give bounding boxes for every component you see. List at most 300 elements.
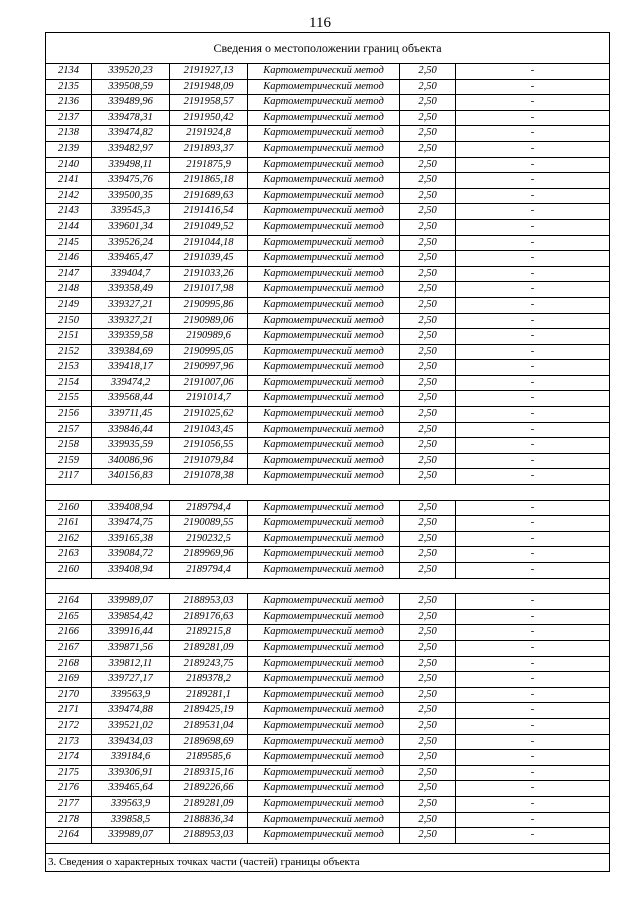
point-number-cell: 2137	[46, 111, 92, 126]
y-coordinate-cell: 2190989,6	[170, 329, 248, 344]
table-row	[46, 828, 609, 844]
accuracy-cell: 2,50	[400, 173, 456, 188]
accuracy-cell: 2,50	[400, 282, 456, 297]
point-number-cell: 2139	[46, 142, 92, 157]
point-number-cell: 2136	[46, 95, 92, 110]
x-coordinate-cell: 339165,38	[92, 532, 170, 547]
table-row	[46, 173, 609, 189]
y-coordinate-cell: 2189281,09	[170, 641, 248, 656]
x-coordinate-cell: 339498,11	[92, 158, 170, 173]
y-coordinate-cell: 2189176,63	[170, 610, 248, 625]
x-coordinate-cell: 339545,3	[92, 204, 170, 219]
description-cell: -	[530, 392, 535, 404]
y-coordinate-cell: 2189531,04	[170, 719, 248, 734]
x-coordinate-cell: 339812,11	[92, 657, 170, 672]
accuracy-cell: 2,50	[400, 329, 456, 344]
x-coordinate-cell: 339846,44	[92, 423, 170, 438]
y-coordinate-cell: 2189969,96	[170, 547, 248, 562]
description-cell: -	[530, 751, 535, 763]
accuracy-cell: 2,50	[400, 220, 456, 235]
y-coordinate-cell: 2189281,09	[170, 797, 248, 812]
point-number-cell: 2151	[46, 329, 92, 344]
description-cell: -	[530, 220, 535, 232]
table-row	[46, 158, 609, 174]
y-coordinate-cell: 2191865,18	[170, 173, 248, 188]
point-number-cell: 2170	[46, 688, 92, 703]
method-cell: Картометрический метод	[248, 95, 400, 110]
x-coordinate-cell: 339935,59	[92, 438, 170, 453]
accuracy-cell: 2,50	[400, 594, 456, 609]
point-number-cell: 2165	[46, 610, 92, 625]
x-coordinate-cell: 339327,21	[92, 298, 170, 313]
x-coordinate-cell: 339474,88	[92, 703, 170, 718]
description-cell: -	[530, 267, 535, 279]
description-cell: -	[530, 657, 535, 669]
method-cell: Картометрический метод	[248, 735, 400, 750]
x-coordinate-cell: 339989,07	[92, 594, 170, 609]
accuracy-cell: 2,50	[400, 267, 456, 282]
x-coordinate-cell: 339359,58	[92, 329, 170, 344]
point-number-cell: 2150	[46, 314, 92, 329]
x-coordinate-cell: 339475,76	[92, 173, 170, 188]
point-number-cell: 2175	[46, 766, 92, 781]
method-cell: Картометрический метод	[248, 142, 400, 157]
point-number-cell: 2135	[46, 80, 92, 95]
description-cell: -	[530, 688, 535, 700]
y-coordinate-cell: 2191017,98	[170, 282, 248, 297]
y-coordinate-cell: 2191025,62	[170, 407, 248, 422]
description-cell: -	[530, 766, 535, 778]
accuracy-cell: 2,50	[400, 376, 456, 391]
description-cell: -	[530, 610, 535, 622]
accuracy-cell: 2,50	[400, 126, 456, 141]
table-row	[46, 735, 609, 751]
description-cell: -	[530, 782, 535, 794]
x-coordinate-cell: 339916,44	[92, 625, 170, 640]
description-cell: -	[530, 376, 535, 388]
boundary-table	[45, 32, 610, 872]
accuracy-cell: 2,50	[400, 345, 456, 360]
description-cell: -	[530, 205, 535, 217]
description-cell: -	[530, 330, 535, 342]
description-cell: -	[530, 548, 535, 560]
point-number-cell: 2160	[46, 501, 92, 516]
accuracy-cell: 2,50	[400, 735, 456, 750]
x-coordinate-cell: 339858,5	[92, 813, 170, 828]
method-cell: Картометрический метод	[248, 797, 400, 812]
x-coordinate-cell: 339563,9	[92, 688, 170, 703]
x-coordinate-cell: 339465,64	[92, 781, 170, 796]
table-row	[46, 797, 609, 813]
method-cell: Картометрический метод	[248, 236, 400, 251]
table-row	[46, 625, 609, 641]
table-row	[46, 672, 609, 688]
y-coordinate-cell: 2191079,84	[170, 454, 248, 469]
y-coordinate-cell: 2188836,34	[170, 813, 248, 828]
point-number-cell: 2117	[46, 469, 92, 484]
method-cell: Картометрический метод	[248, 750, 400, 765]
accuracy-cell: 2,50	[400, 532, 456, 547]
accuracy-cell: 2,50	[400, 111, 456, 126]
accuracy-cell: 2,50	[400, 391, 456, 406]
y-coordinate-cell: 2191958,57	[170, 95, 248, 110]
y-coordinate-cell: 2190232,5	[170, 532, 248, 547]
table-row	[46, 423, 609, 439]
table-row	[46, 251, 609, 267]
description-cell: -	[530, 361, 535, 373]
point-number-cell: 2147	[46, 267, 92, 282]
y-coordinate-cell: 2191078,38	[170, 469, 248, 484]
y-coordinate-cell: 2189378,2	[170, 672, 248, 687]
x-coordinate-cell: 339489,96	[92, 95, 170, 110]
table-row	[46, 781, 609, 797]
y-coordinate-cell: 2190997,96	[170, 360, 248, 375]
description-cell: -	[530, 236, 535, 248]
description-cell: -	[530, 719, 535, 731]
accuracy-cell: 2,50	[400, 469, 456, 484]
table-row	[46, 532, 609, 548]
point-number-cell: 2148	[46, 282, 92, 297]
point-number-cell: 2154	[46, 376, 92, 391]
table-row	[46, 360, 609, 376]
x-coordinate-cell: 339601,34	[92, 220, 170, 235]
method-cell: Картометрический метод	[248, 516, 400, 531]
method-cell: Картометрический метод	[248, 391, 400, 406]
point-number-cell: 2149	[46, 298, 92, 313]
description-cell: -	[530, 813, 535, 825]
method-cell: Картометрический метод	[248, 828, 400, 843]
description-cell: -	[530, 314, 535, 326]
accuracy-cell: 2,50	[400, 298, 456, 313]
method-cell: Картометрический метод	[248, 80, 400, 95]
method-cell: Картометрический метод	[248, 625, 400, 640]
table-row	[46, 95, 609, 111]
method-cell: Картометрический метод	[248, 469, 400, 484]
method-cell: Картометрический метод	[248, 298, 400, 313]
x-coordinate-cell: 339482,97	[92, 142, 170, 157]
accuracy-cell: 2,50	[400, 781, 456, 796]
table-row	[46, 813, 609, 829]
table-row	[46, 750, 609, 766]
point-number-cell: 2171	[46, 703, 92, 718]
accuracy-cell: 2,50	[400, 547, 456, 562]
y-coordinate-cell: 2191893,37	[170, 142, 248, 157]
point-number-cell: 2142	[46, 189, 92, 204]
table-row	[46, 80, 609, 96]
point-number-cell: 2140	[46, 158, 92, 173]
x-coordinate-cell: 339989,07	[92, 828, 170, 843]
method-cell: Картометрический метод	[248, 282, 400, 297]
table-row	[46, 501, 609, 517]
method-cell: Картометрический метод	[248, 610, 400, 625]
group-separator-row	[46, 579, 609, 595]
point-number-cell: 2160	[46, 563, 92, 578]
accuracy-cell: 2,50	[400, 797, 456, 812]
table-row	[46, 547, 609, 563]
method-cell: Картометрический метод	[248, 423, 400, 438]
method-cell: Картометрический метод	[248, 267, 400, 282]
description-cell: -	[530, 641, 535, 653]
accuracy-cell: 2,50	[400, 610, 456, 625]
description-cell: -	[530, 595, 535, 607]
point-number-cell: 2159	[46, 454, 92, 469]
point-number-cell: 2162	[46, 532, 92, 547]
table-row	[46, 126, 609, 142]
y-coordinate-cell: 2191950,42	[170, 111, 248, 126]
table-row	[46, 688, 609, 704]
description-cell: -	[530, 189, 535, 201]
table-row	[46, 657, 609, 673]
x-coordinate-cell: 339306,91	[92, 766, 170, 781]
y-coordinate-cell: 2190995,86	[170, 298, 248, 313]
y-coordinate-cell: 2189215,8	[170, 625, 248, 640]
method-cell: Картометрический метод	[248, 173, 400, 188]
accuracy-cell: 2,50	[400, 501, 456, 516]
accuracy-cell: 2,50	[400, 766, 456, 781]
y-coordinate-cell: 2191043,45	[170, 423, 248, 438]
description-cell: -	[530, 829, 535, 841]
table-row	[46, 719, 609, 735]
table-row	[46, 189, 609, 205]
point-number-cell: 2168	[46, 657, 92, 672]
method-cell: Картометрический метод	[248, 703, 400, 718]
y-coordinate-cell: 2189315,16	[170, 766, 248, 781]
y-coordinate-cell: 2189585,6	[170, 750, 248, 765]
method-cell: Картометрический метод	[248, 688, 400, 703]
accuracy-cell: 2,50	[400, 251, 456, 266]
x-coordinate-cell: 340156,83	[92, 469, 170, 484]
accuracy-cell: 2,50	[400, 407, 456, 422]
accuracy-cell: 2,50	[400, 813, 456, 828]
point-number-cell: 2143	[46, 204, 92, 219]
accuracy-cell: 2,50	[400, 360, 456, 375]
method-cell: Картометрический метод	[248, 376, 400, 391]
method-cell: Картометрический метод	[248, 345, 400, 360]
point-number-cell: 2164	[46, 594, 92, 609]
y-coordinate-cell: 2191948,09	[170, 80, 248, 95]
point-number-cell: 2164	[46, 828, 92, 843]
method-cell: Картометрический метод	[248, 719, 400, 734]
x-coordinate-cell: 339508,59	[92, 80, 170, 95]
table-row	[46, 376, 609, 392]
method-cell: Картометрический метод	[248, 766, 400, 781]
table-row	[46, 641, 609, 657]
point-number-cell: 2177	[46, 797, 92, 812]
description-cell: -	[530, 439, 535, 451]
method-cell: Картометрический метод	[248, 64, 400, 79]
description-cell: -	[530, 626, 535, 638]
accuracy-cell: 2,50	[400, 719, 456, 734]
description-cell: -	[530, 704, 535, 716]
table-row	[46, 454, 609, 470]
table-row	[46, 469, 609, 485]
x-coordinate-cell: 339500,35	[92, 189, 170, 204]
y-coordinate-cell: 2191924,8	[170, 126, 248, 141]
x-coordinate-cell: 339727,17	[92, 672, 170, 687]
description-cell: -	[530, 408, 535, 420]
description-cell: -	[530, 735, 535, 747]
accuracy-cell: 2,50	[400, 625, 456, 640]
x-coordinate-cell: 339084,72	[92, 547, 170, 562]
description-cell: -	[530, 65, 535, 76]
x-coordinate-cell: 339434,03	[92, 735, 170, 750]
description-cell: -	[530, 423, 535, 435]
y-coordinate-cell: 2191007,06	[170, 376, 248, 391]
group-separator-row	[46, 485, 609, 501]
x-coordinate-cell: 339474,2	[92, 376, 170, 391]
accuracy-cell: 2,50	[400, 516, 456, 531]
description-cell: -	[530, 470, 535, 482]
method-cell: Картометрический метод	[248, 438, 400, 453]
description-cell: -	[530, 298, 535, 310]
method-cell: Картометрический метод	[248, 407, 400, 422]
table-row	[46, 282, 609, 298]
y-coordinate-cell: 2191033,26	[170, 267, 248, 282]
table-row	[46, 329, 609, 345]
accuracy-cell: 2,50	[400, 423, 456, 438]
table-row	[46, 516, 609, 532]
point-number-cell: 2157	[46, 423, 92, 438]
x-coordinate-cell: 339711,45	[92, 407, 170, 422]
x-coordinate-cell: 339404,7	[92, 267, 170, 282]
accuracy-cell: 2,50	[400, 750, 456, 765]
y-coordinate-cell: 2189794,4	[170, 501, 248, 516]
description-cell: -	[530, 111, 535, 123]
y-coordinate-cell: 2189425,19	[170, 703, 248, 718]
x-coordinate-cell: 339521,02	[92, 719, 170, 734]
x-coordinate-cell: 339418,17	[92, 360, 170, 375]
method-cell: Картометрический метод	[248, 594, 400, 609]
table-row	[46, 236, 609, 252]
point-number-cell: 2156	[46, 407, 92, 422]
table-row	[46, 594, 609, 610]
accuracy-cell: 2,50	[400, 703, 456, 718]
point-number-cell: 2152	[46, 345, 92, 360]
table-row	[46, 438, 609, 454]
table-row	[46, 563, 609, 579]
x-coordinate-cell: 339384,69	[92, 345, 170, 360]
table-row	[46, 610, 609, 626]
y-coordinate-cell: 2191044,18	[170, 236, 248, 251]
point-number-cell: 2161	[46, 516, 92, 531]
accuracy-cell: 2,50	[400, 657, 456, 672]
accuracy-cell: 2,50	[400, 189, 456, 204]
table-row	[46, 64, 609, 80]
method-cell: Картометрический метод	[248, 501, 400, 516]
method-cell: Картометрический метод	[248, 547, 400, 562]
accuracy-cell: 2,50	[400, 688, 456, 703]
accuracy-cell: 2,50	[400, 158, 456, 173]
table-row	[46, 314, 609, 330]
point-number-cell: 2134	[46, 64, 92, 79]
accuracy-cell: 2,50	[400, 95, 456, 110]
table-row	[46, 703, 609, 719]
accuracy-cell: 2,50	[400, 64, 456, 79]
point-number-cell: 2167	[46, 641, 92, 656]
point-number-cell: 2144	[46, 220, 92, 235]
accuracy-cell: 2,50	[400, 641, 456, 656]
method-cell: Картометрический метод	[248, 813, 400, 828]
x-coordinate-cell: 340086,96	[92, 454, 170, 469]
x-coordinate-cell: 339474,75	[92, 516, 170, 531]
description-cell: -	[530, 283, 535, 295]
point-number-cell: 2146	[46, 251, 92, 266]
table-row	[46, 345, 609, 361]
description-cell: -	[530, 96, 535, 108]
method-cell: Картометрический метод	[248, 781, 400, 796]
method-cell: Картометрический метод	[248, 158, 400, 173]
table-row	[46, 267, 609, 283]
x-coordinate-cell: 339526,24	[92, 236, 170, 251]
description-cell: -	[530, 158, 535, 170]
description-cell: -	[530, 345, 535, 357]
method-cell: Картометрический метод	[248, 657, 400, 672]
accuracy-cell: 2,50	[400, 80, 456, 95]
description-cell: -	[530, 532, 535, 544]
method-cell: Картометрический метод	[248, 204, 400, 219]
y-coordinate-cell: 2190089,55	[170, 516, 248, 531]
description-cell: -	[530, 501, 535, 513]
point-number-cell: 2145	[46, 236, 92, 251]
table-row	[46, 220, 609, 236]
x-coordinate-cell: 339327,21	[92, 314, 170, 329]
y-coordinate-cell: 2188953,03	[170, 594, 248, 609]
description-cell: -	[530, 564, 535, 575]
x-coordinate-cell: 339358,49	[92, 282, 170, 297]
y-coordinate-cell: 2191039,45	[170, 251, 248, 266]
method-cell: Картометрический метод	[248, 360, 400, 375]
table-row	[46, 766, 609, 782]
y-coordinate-cell: 2189281,1	[170, 688, 248, 703]
description-cell: -	[530, 80, 535, 92]
y-coordinate-cell: 2191689,63	[170, 189, 248, 204]
section-footer: 3. Сведения о характерных точках части (частей) границы объекта	[46, 853, 609, 871]
description-cell: -	[530, 673, 535, 685]
point-number-cell: 2178	[46, 813, 92, 828]
method-cell: Картометрический метод	[248, 220, 400, 235]
accuracy-cell: 2,50	[400, 828, 456, 843]
description-cell: -	[530, 127, 535, 139]
y-coordinate-cell: 2191927,13	[170, 64, 248, 79]
y-coordinate-cell: 2189226,66	[170, 781, 248, 796]
method-cell: Картометрический метод	[248, 641, 400, 656]
accuracy-cell: 2,50	[400, 563, 456, 578]
x-coordinate-cell: 339408,94	[92, 501, 170, 516]
description-cell: -	[530, 797, 535, 809]
table-row	[46, 391, 609, 407]
point-number-cell: 2173	[46, 735, 92, 750]
description-cell: -	[530, 174, 535, 186]
y-coordinate-cell: 2190989,06	[170, 314, 248, 329]
x-coordinate-cell: 339474,82	[92, 126, 170, 141]
y-coordinate-cell: 2191875,9	[170, 158, 248, 173]
method-cell: Картометрический метод	[248, 563, 400, 578]
table-row	[46, 111, 609, 127]
y-coordinate-cell: 2188953,03	[170, 828, 248, 843]
accuracy-cell: 2,50	[400, 438, 456, 453]
table-title: Сведения о местоположении границ объекта	[46, 33, 609, 64]
method-cell: Картометрический метод	[248, 532, 400, 547]
method-cell: Картометрический метод	[248, 454, 400, 469]
x-coordinate-cell: 339871,56	[92, 641, 170, 656]
method-cell: Картометрический метод	[248, 672, 400, 687]
accuracy-cell: 2,50	[400, 454, 456, 469]
point-number-cell: 2138	[46, 126, 92, 141]
method-cell: Картометрический метод	[248, 251, 400, 266]
accuracy-cell: 2,50	[400, 142, 456, 157]
page-number: 116	[309, 15, 331, 31]
point-number-cell: 2153	[46, 360, 92, 375]
